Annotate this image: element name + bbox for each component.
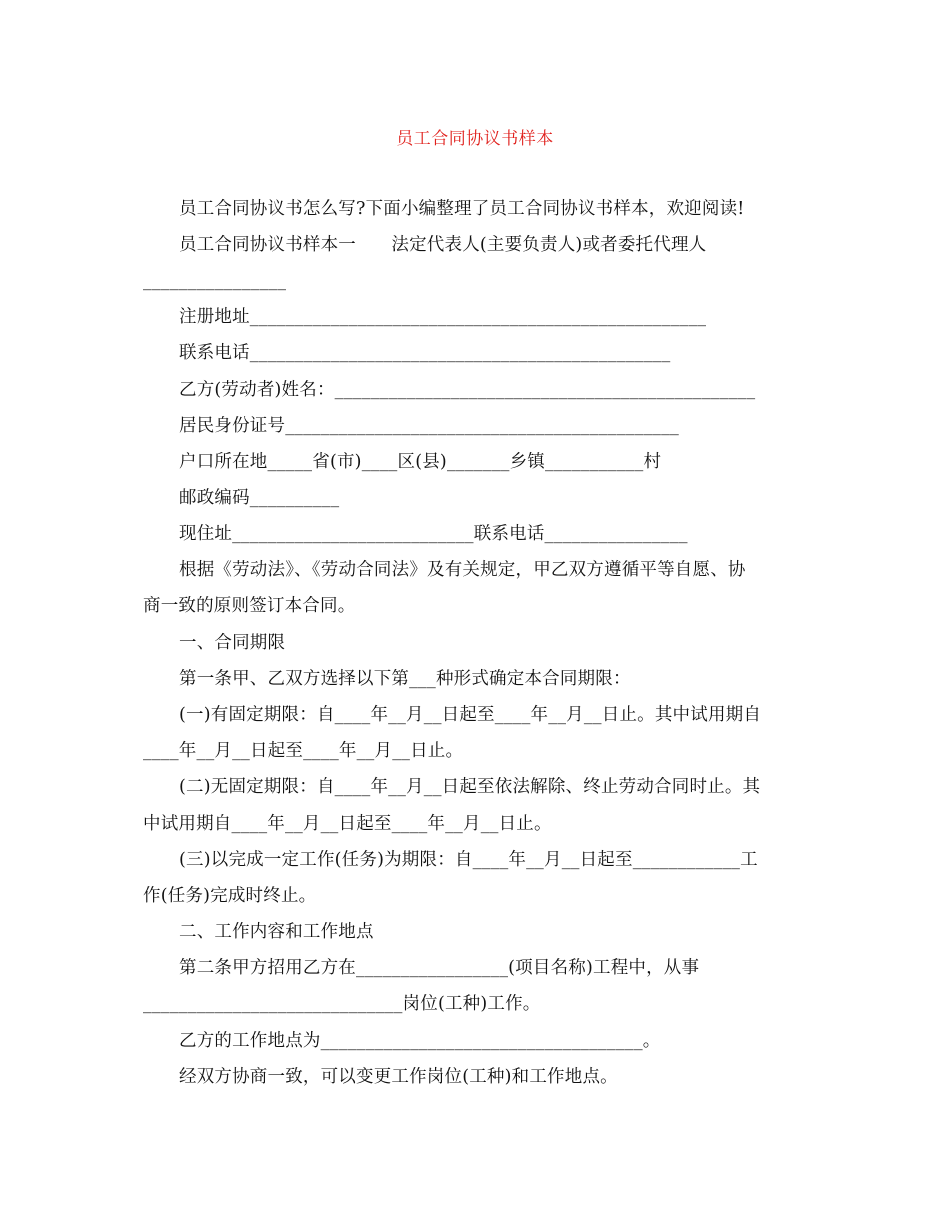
- article-one: 第一条甲、乙双方选择以下第___种形式确定本合同期限：: [179, 669, 631, 689]
- article-two-line1: 第二条甲方招用乙方在_________________(项目名称)工程中，从事: [179, 958, 700, 978]
- contact-phone-field: 联系电话_______________________________________________: [179, 343, 671, 363]
- open-term-line1: (二)无固定期限：自____年__月__日起至依法解除、终止劳动合同时止。其: [179, 777, 761, 797]
- basis-paragraph-line1: 根据《劳动法》、《劳动合同法》及有关规定，甲乙双方遵循平等自愿、协: [179, 560, 746, 580]
- task-term-line2: 作(任务)完成时终止。: [143, 886, 317, 906]
- fixed-term-line1: (一)有固定期限：自____年__月__日起至____年__月__日止。其中试用期自: [179, 705, 762, 725]
- work-location-field: 乙方的工作地点为____________________________________。: [179, 1031, 661, 1051]
- sample-heading-line: 员工合同协议书样本一 法定代表人(主要负责人)或者委托代理人: [179, 235, 707, 255]
- basis-paragraph-line2: 商一致的原则签订本合同。: [143, 596, 356, 616]
- representative-blank: ________________: [143, 271, 287, 291]
- registered-address-field: 注册地址___________________________________________________: [179, 307, 707, 327]
- party-b-name-field: 乙方(劳动者)姓名：_______________________________________________: [179, 380, 756, 400]
- task-term-line1: (三)以完成一定工作(任务)为期限：自____年__月__日起至____________工: [179, 850, 758, 870]
- document-title: 员工合同协议书样本: [396, 129, 554, 149]
- open-term-line2: 中试用期自____年__月__日起至____年__月__日止。: [143, 814, 552, 834]
- intro-paragraph: 员工合同协议书怎么写?下面小编整理了员工合同协议书样本，欢迎阅读!: [179, 199, 745, 219]
- current-address-field: 现住址___________________________联系电话________________: [179, 524, 688, 544]
- fixed-term-line2: ____年__月__日起至____年__月__日止。: [143, 741, 464, 761]
- id-number-field: 居民身份证号____________________________________________: [179, 416, 679, 436]
- section-heading-work: 二、工作内容和工作地点: [179, 922, 374, 942]
- postal-code-field: 邮政编码__________: [179, 488, 340, 508]
- article-two-line2: _____________________________岗位(工种)工作。: [143, 994, 541, 1014]
- change-agreement-line: 经双方协商一致，可以变更工作岗位(工种)和工作地点。: [179, 1067, 618, 1087]
- section-heading-term: 一、合同期限: [179, 633, 286, 653]
- household-location-field: 户口所在地_____省(市)____区(县)_______乡镇___________村: [179, 452, 662, 472]
